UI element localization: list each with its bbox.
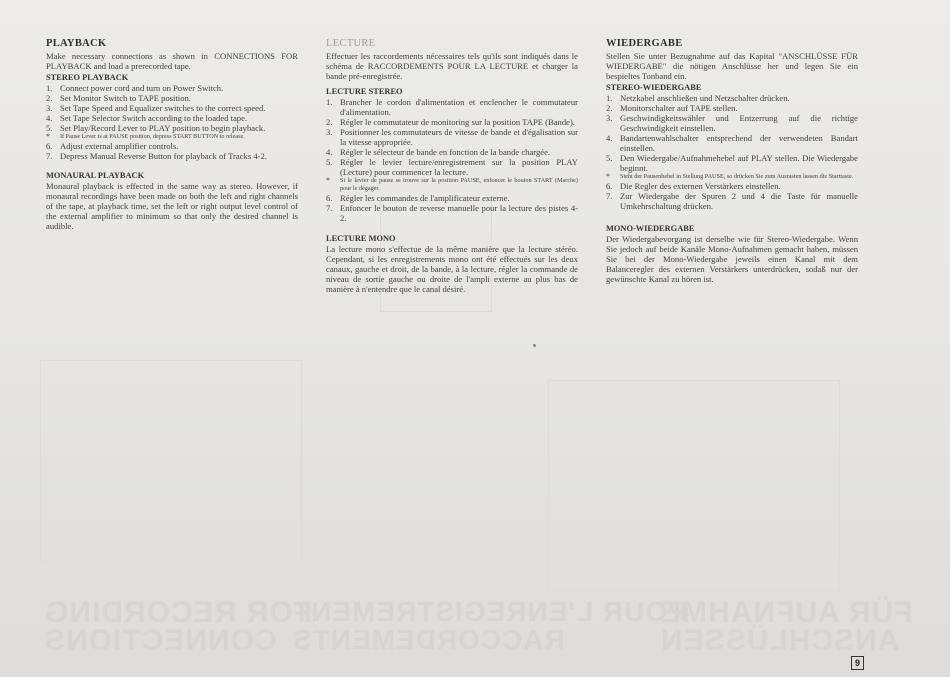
list-item: 3. Set Tape Speed and Equalizer switches to the correct speed.: [46, 103, 266, 113]
subsection-heading: STEREO PLAYBACK: [46, 73, 129, 82]
show-through-text: FÜR AUFNAHME: [660, 596, 913, 629]
subsection-heading: LECTURE MONO: [326, 234, 396, 243]
list-item: 6. Die Regler des externen Verstärkers einstellen.: [606, 181, 781, 191]
column-french: [326, 38, 578, 294]
list-item: 1. Connect power cord and turn on Power Switch.: [46, 83, 224, 93]
list-item: 1. Brancher le cordon d'alimentation et enclencher le commutateur d'alimentation.: [326, 97, 578, 117]
mono-text: Der Wiedergabevorgang ist derselbe wie für Stereo-Wiedergabe. Wenn Sie jedoch auf beide Kanäle Mono-Aufnahmen gemacht haben, müssen Sie bei der Mono-Wiedergabe jeweils einen Kanal mit dem Balanceregler des externen Verstärkers unterdrücken, sodaß nur der gewünschte Kanal zu hören ist.: [606, 234, 858, 284]
list-item: 5. Set Play/Record Lever to PLAY position to begin playback.: [46, 123, 266, 133]
list-item: 4. Régler le sélecteur de bande en fonction de la bande chargée.: [326, 147, 551, 157]
list-item: 2. Monitorschalter auf TAPE stellen.: [606, 103, 738, 113]
list-note: * Steht der Pausenhebel in Stellung PAUSE, so drücken Sie zum Ausrasten lassen die Starttaste.: [606, 172, 854, 181]
list-item: 3. Geschwindigkeitswähler und Entzerrung auf die richtige Geschwindigkeit einstellen.: [606, 113, 858, 133]
column-german: [606, 38, 858, 284]
intro-text: Effectuer les raccordements nécessaires tels qu'ils sont indiqués dans le schéma de RACCORDEMENTS POUR LA LECTURE et charger la bande pré-enregistrée.: [326, 51, 578, 81]
subsection-heading: STEREO-WIEDERGABE: [606, 83, 702, 92]
list-item: 6. Adjust external amplifier controls.: [46, 141, 179, 151]
subsection-heading: LECTURE STEREO: [326, 87, 403, 96]
show-through-diagram: [548, 380, 840, 592]
list-item: 1. Netzkabel anschließen und Netzschalter drücken.: [606, 93, 790, 103]
show-through-text: RACCORDEMENTS: [292, 624, 565, 655]
page-number: 9: [851, 656, 864, 670]
show-through-text: ANSCHLÜSSEN: [660, 624, 900, 657]
list-item: 5. Régler le levier lecture/enregistrement sur la position PLAY (Lecture) pour commencer la lecture.: [326, 157, 578, 177]
show-through-text: CONNECTIONS: [44, 624, 277, 657]
section-heading: PLAYBACK: [46, 38, 107, 49]
section-heading: LECTURE: [326, 38, 376, 49]
section-heading: WIEDERGABE: [606, 38, 683, 49]
step-list: [326, 97, 578, 223]
list-note: * Si le levier de pause se trouve sur la position PAUSE, enfoncer le bouton START (Marche) pour le dégager.: [326, 176, 578, 192]
list-item: 7. Zur Wiedergabe der Spuren 2 und 4 die Taste für manuelle Umkehrschaltung drücken.: [606, 191, 858, 211]
print-speck: [533, 344, 536, 347]
show-through-text: POUR L'ENREGISTREMENT: [292, 596, 687, 627]
step-list: [46, 83, 298, 161]
list-item: 4. Bandartenwahlschalter entsprechend der verwendeten Bandart einstellen.: [606, 133, 858, 153]
list-item: 3. Positionner les commutateurs de vitesse de bande et d'égalisation sur la vitesse appropriée.: [326, 127, 578, 147]
list-item: 2. Régler le commutateur de monitoring sur la position TAPE (Bande).: [326, 117, 575, 127]
list-item: 5. Den Wiedergabe/Aufnahmehebel auf PLAY stellen. Die Wiedergabe beginnt.: [606, 153, 858, 173]
intro-text: Make necessary connections as shown in CONNECTIONS FOR PLAYBACK and load a prerecorded tape.: [46, 51, 298, 71]
list-item: 2. Set Monitor Switch to TAPE position.: [46, 93, 191, 103]
intro-text: Stellen Sie unter Bezugnahme auf das Kapital "ANSCHLÜSSE FÜR WIEDERGABE" die nötigen Anschlüsse her und legen Sie ein bespieltes Tonband ein.: [606, 51, 858, 81]
list-item: 6. Régler les commandes de l'amplificateur externe.: [326, 193, 510, 203]
show-through-diagram: [40, 360, 302, 562]
list-item: 4. Set Tape Selector Switch according to the loaded tape.: [46, 113, 248, 123]
step-list: [606, 93, 858, 211]
column-english: [46, 38, 298, 231]
subsection-heading: MONAURAL PLAYBACK: [46, 171, 145, 180]
list-note: * If Pause Lever is at PAUSE position, depress START BUTTON to release.: [46, 132, 245, 141]
list-item: 7. Depress Manual Reverse Button for playback of Tracks 4-2.: [46, 151, 267, 161]
show-through-text: FOR RECORDING: [44, 596, 312, 629]
mono-text: Monaural playback is effected in the same way as stereo. However, if monaural recordings have been made on both the left and right channels of the tape, at playback time, set the left or right output level control of the external amplifier to minimum so that only the desired channel is audible.: [46, 181, 298, 231]
subsection-heading: MONO-WIEDERGABE: [606, 224, 695, 233]
list-item: 7. Enfoncer le bouton de reverse manuelle pour la lecture des pistes 4-2.: [326, 203, 578, 223]
mono-text: La lecture mono s'effectue de la même manière que la lecture stéréo. Cependant, si les enregistrements mono ont été effectués sur les deux canaux, gauche et droit, de la bande, à la lecture, régler la commande de niveau de sortie gauche ou droite de l'ampli externe au plus bas de manière à n'entendre que le canal désiré.: [326, 244, 578, 294]
